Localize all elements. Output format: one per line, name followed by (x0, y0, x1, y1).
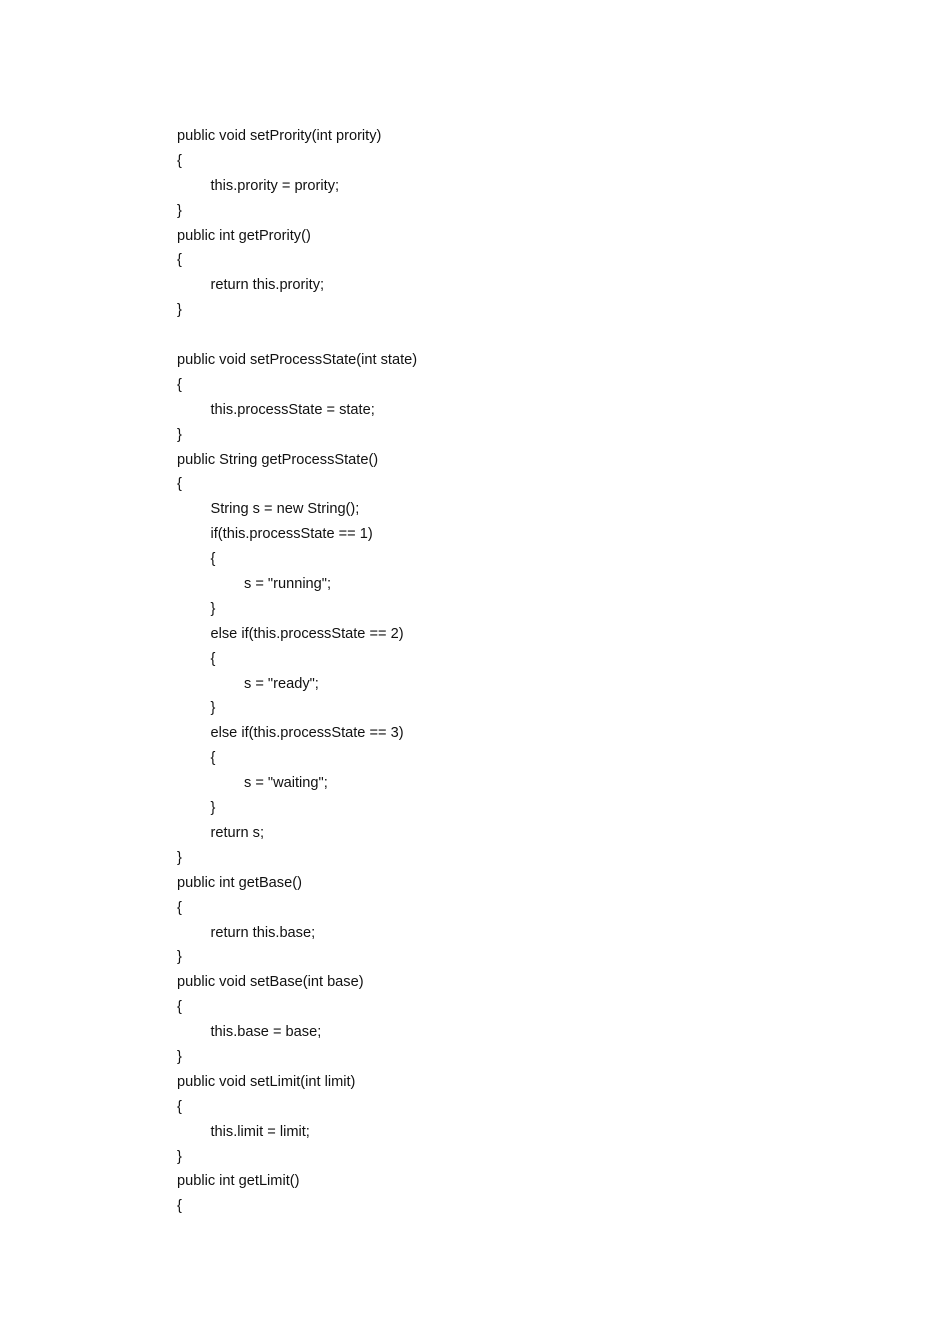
code-line: public void setPrority(int prority) (177, 128, 382, 144)
code-line: } (210, 600, 216, 617)
code-line: { (177, 1198, 182, 1215)
code-line: { (177, 376, 182, 393)
code-line: if(this.processState == 1) (210, 526, 373, 543)
code-line: s = "waiting"; (244, 775, 328, 792)
code-line: public int getLimit() (177, 1173, 300, 1190)
code-line: this.limit = limit; (210, 1123, 310, 1140)
code-line: } (177, 949, 182, 966)
code-line: public void setProcessState(int state) (177, 352, 418, 369)
code-line: return this.prority; (210, 277, 325, 294)
code-line: { (210, 750, 216, 767)
code-line: { (177, 999, 182, 1016)
code-line: return this.base; (210, 924, 316, 941)
code-line: { (210, 650, 216, 667)
code-line: } (210, 700, 216, 717)
code-line: { (177, 899, 182, 916)
code-line: this.base = base; (210, 1024, 322, 1041)
code-line: public void setLimit(int limit) (177, 1073, 356, 1090)
code-line: public void setBase(int base) (177, 974, 364, 991)
code-line: } (177, 1148, 182, 1165)
code-line: { (210, 551, 216, 568)
code-line: this.processState = state; (210, 401, 375, 418)
code-line: } (177, 426, 182, 443)
code-line: String s = new String(); (210, 501, 360, 518)
code-line: else if(this.processState == 3) (210, 725, 404, 742)
code-line: public int getPrority() (177, 227, 311, 244)
code-line: else if(this.processState == 2) (210, 625, 404, 642)
code-line: { (177, 252, 182, 269)
code-line: s = "ready"; (244, 675, 319, 692)
code-line: s = "running"; (244, 576, 332, 593)
code-line: public String getProcessState() (177, 451, 379, 468)
code-line: } (177, 849, 182, 866)
code-line: } (177, 202, 182, 219)
code-line: { (177, 152, 182, 169)
code-line (177, 323, 877, 348)
code-line: this.prority = prority; (210, 177, 340, 194)
code-line: } (210, 800, 216, 817)
code-line: } (177, 1048, 182, 1065)
code-listing (177, 124, 877, 1219)
code-line: } (177, 302, 182, 319)
code-line: public int getBase() (177, 874, 302, 891)
code-line: { (177, 1098, 182, 1115)
code-line: { (177, 476, 182, 493)
code-line: return s; (210, 824, 265, 841)
